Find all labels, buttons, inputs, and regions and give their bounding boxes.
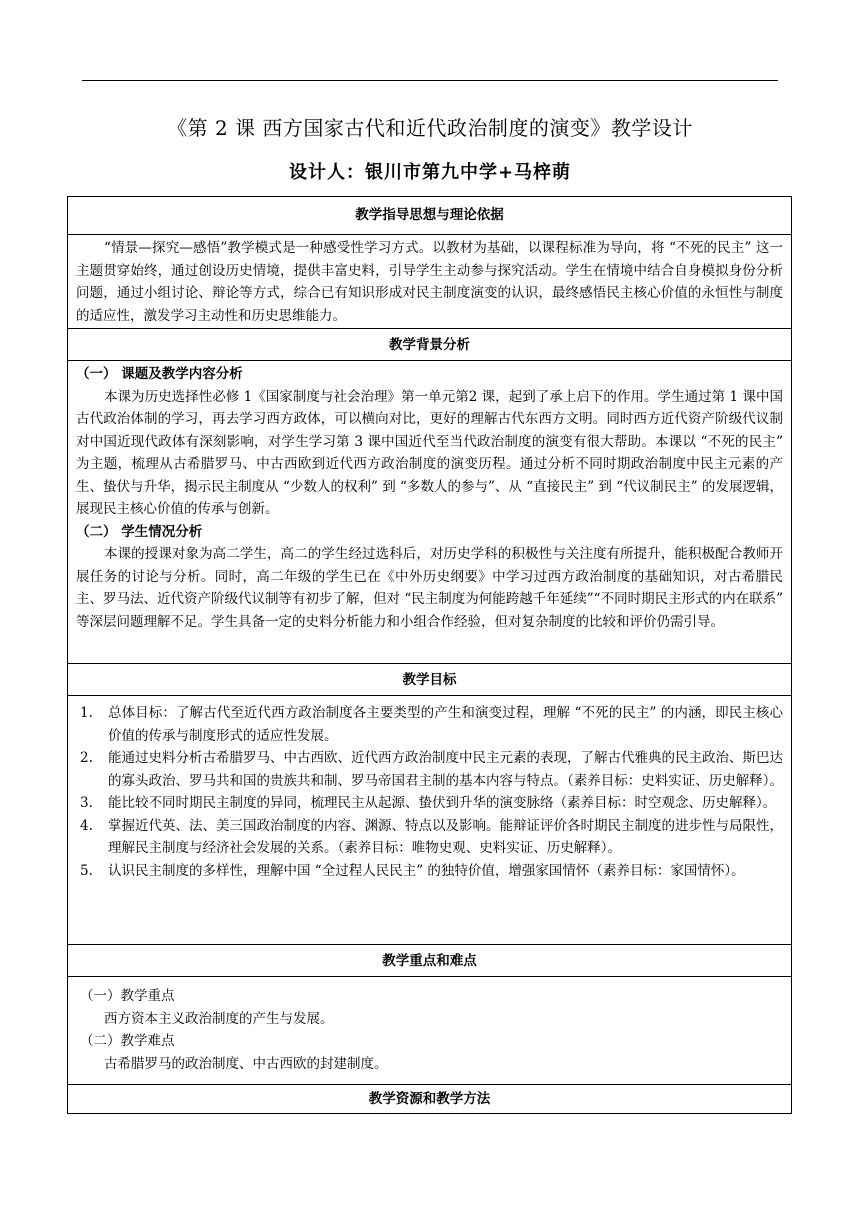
section-heading-goals: 教学目标 <box>68 663 791 695</box>
lesson-plan-table <box>67 196 792 1114</box>
background-paragraph-topic: 本课为历史选择性必修 1《国家制度与社会治理》第一单元第2 课，起到了承上启下的作用。学生通过第 1 课中国古代政治体制的学习，再去学习西方政体，可以横向对比，更好的理解古代东西方文明。同时西方近代资产阶级代议制对中国近现代政体有深刻影响，对学生学习第 3 课中国近代至当代政治制度的演变有很大帮助。本课以 “不死的民主” 为主题，梳理从古希腊罗马、中古西欧到近代西方政治制度的演变历程。通过分析不同时期政治制度中民主元素的产生、蛰伏与升华，揭示民主制度从 “少数人的权利” 到 “多数人的参与”、从 “直接民主” 到 “代议制民主” 的发展逻辑，展现民主核心价值的传承与创新。 <box>76 388 783 517</box>
section-body-guiding <box>68 234 791 328</box>
background-subheading-topic: （一） 课题及教学内容分析 <box>76 366 243 382</box>
goal-item: 3. 能比较不同时期民主制度的异同，梳理民主从起源、蛰伏到升华的演变脉络（素养目标：时空观念、历史解释）。 <box>80 795 777 811</box>
section-heading-resources: 教学资源和教学方法 <box>68 1084 791 1113</box>
header-rule <box>82 80 778 81</box>
background-paragraph-students: 本课的授课对象为高二学生，高二的学生经过选科后，对历史学科的积极性与关注度有所提升，能积极配合教师开展任务的讨论与分析。同时，高二年级的学生已在《中外历史纲要》中学习过西方政治制度的基础知识，对古希腊民主、罗马法、近代资产阶级代议制等有初步了解，但对 “民主制度为何能跨越千年延续”“不同时期民主形式的内在联系” 等深层问题理解不足。学生具备一定的史料分析能力和小组合作经验，但对复杂制度的比较和评价仍需引导。 <box>76 546 783 630</box>
section-body-background <box>68 360 791 663</box>
goal-item: 1. 总体目标：了解古代至近代西方政治制度各主要类型的产生和演变过程，理解 “不死的民主” 的内涵，即民主核心价值的传承与制度形式的适应性发展。 <box>80 705 783 744</box>
section-body-keypoints <box>68 976 791 1084</box>
keypoints-focus-text: 西方资本主义政治制度的产生与发展。 <box>104 1010 334 1027</box>
keypoints-subheading-difficulty: （二）教学难点 <box>80 1033 175 1049</box>
section-heading-background: 教学背景分析 <box>68 328 791 360</box>
author-line: 设计人：银川市第九中学+马梓萌 <box>288 162 572 183</box>
goal-item: 5. 认识民主制度的多样性，理解中国 “全过程人民民主” 的独特价值，增强家国情怀（素养目标：家国情怀）。 <box>80 862 745 879</box>
section-body-goals <box>68 695 791 944</box>
goal-item: 2. 能通过史料分析古希腊罗马、中古西欧、近代西方政治制度中民主元素的表现，了解古代雅典的民主政治、斯巴达的寡头政治、罗马共和国的贵族共和制、罗马帝国君主制的基本内容与特点。（素养目标：史料实证、历史解释）。 <box>80 750 783 789</box>
section-heading-keypoints: 教学重点和难点 <box>68 944 791 976</box>
guiding-paragraph: “情景—探究—感悟”教学模式是一种感受性学习方式。以教材为基础，以课程标准为导向，将 “不死的民主” 这一主题贯穿始终，通过创设历史情境，提供丰富史料，引导学生主动参与探究活动。学生在情境中结合自身模拟身份分析问题，通过小组讨论、辩论等方式，综合已有知识形成对民主制度演变的认识，最终感悟民主核心价值的永恒性与制度的适应性，激发学习主动性和历史思维能力。 <box>76 240 783 324</box>
section-heading-guiding: 教学指导思想与理论依据 <box>355 207 504 223</box>
keypoints-difficulty-text: 古希腊罗马的政治制度、中古西欧的封建制度。 <box>104 1055 388 1072</box>
document-title: 《第 2 课 西方国家古代和近代政治制度的演变》教学设计 <box>167 116 693 140</box>
goal-item: 4. 掌握近代英、法、美三国政治制度的内容、渊源、特点以及影响。能辩证评价各时期民主制度的进步性与局限性，理解民主制度与经济社会发展的关系。（素养目标：唯物史观、史料实证、历史解释）。 <box>80 817 783 856</box>
goals-list <box>76 702 783 882</box>
keypoints-subheading-focus: （一）教学重点 <box>80 988 175 1004</box>
background-subheading-students: （二） 学生情况分析 <box>76 523 203 540</box>
